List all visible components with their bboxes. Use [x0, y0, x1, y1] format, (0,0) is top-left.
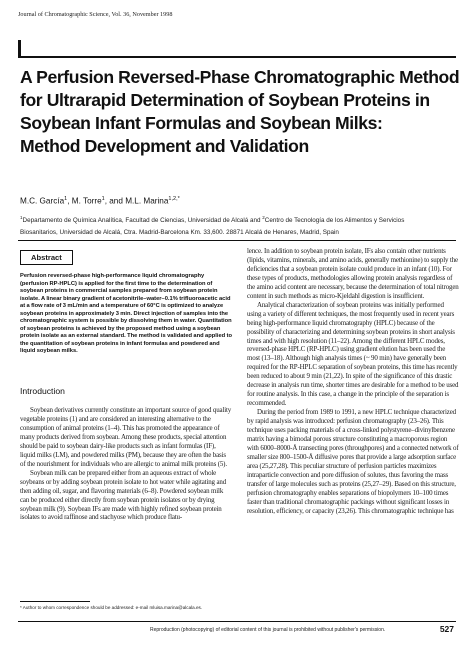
affiliation-line-2: Biosanitarios, Universidad de Alcalá, Ctra. Madrid-Barcelona Km. 33,600. 28871 Alcalá de Henares, Madrid, Spain — [20, 228, 339, 236]
author-1-affil-mark: 1 — [64, 196, 68, 202]
title-line-4: Method Development and Validation — [20, 136, 309, 156]
affiliation-line-1 — [20, 212, 460, 227]
footnote-rule — [20, 601, 90, 602]
header-rule — [18, 56, 456, 58]
affiliation-rule — [18, 240, 456, 241]
author-2: , M. Torre — [67, 196, 102, 206]
corresponding-star: * — [177, 196, 180, 202]
title-line-2: for Ultrarapid Determination of Soybean Proteins in — [20, 90, 430, 110]
affiliation-mark-2: 2 — [262, 215, 265, 220]
footer-rule — [18, 621, 456, 622]
abstract-text: Perfusion reversed-phase high-performance liquid chromatography (perfusion RP-HPLC) is applied for the first time to the determination of soybean proteins in commercial samples prepared from soybean protein isolate. A linear binary gradient of acetonitrile–water–0.1% trifluoroacetic acid at a flow rate of 3 mL/min and a temperature of 60°C is optimized to analyze soybean proteins in approximately 3 min. Direct injection of samples into the chromatographic system is possible by dissolving them in water. Quantitation of soybean proteins is achieved by the proposed method using a soybean protein isolate as an external standard. The method is validated and applied to the quantitation of soybean proteins in infant formulas and powdered and liquid soybean milks. — [20, 273, 232, 355]
left-column — [20, 247, 232, 597]
reproduction-notice: Reproduction (photocopying) of editorial content of this journal is prohibited without publisher's permission. — [150, 627, 386, 633]
affiliation-text-2: Centro de Tecnología de los Alimentos y Servicios — [264, 217, 405, 225]
author-3-affil-numbers: 1,2, — [168, 196, 178, 202]
author-1: M.C. García — [20, 196, 65, 206]
affiliation-text-1: Departamento de Química Analítica, Facultad de Ciencias, Universidad de Alcalá and — [22, 217, 263, 225]
body-paragraph-3: During the period from 1989 to 1991, a new HPLC technique characterized by rapid analysis was introduced: perfusion chromatography (23–26). This technique uses packing materials of a cross-linked polystyrene–divinylbenzene matrix having a bimodal porous structure constituting a macroporous region with 6000–8000-Å transecting pores (throughpores) and a connected network of smaller size 800–1500-Å diffusive pores that provide a large adsorption surface area (25,27,28). This peculiar structure of perfusion particles maximizes intraparticle convection and pore diffusion of solutes, thus favoring the mass transfer of large molecules such as proteins (25,27–29). Based on this structure, perfusion chromatography enables separations of biopolymers 10–100 times faster than traditional chromatographic packings without significant losses in resolution, efficiency, or capacity (23,26). This chromatographic technique has — [247, 408, 459, 515]
page-number: 527 — [439, 624, 454, 634]
author-list — [20, 196, 180, 206]
author-2-affil-mark: 1 — [101, 196, 105, 202]
intro-paragraph-1: Soybean derivatives currently constitute an important source of good quality vegetable proteins (1) and are considered an interesting alternative to the consumption of animal proteins (1–4). This has promoted the appearance of many products derived from soybean. Among these products, special attention should be paid to soybean dairy-like products such as infant formulas (IF), liquid milks (LM), and powdered milks (PM), because they are often the basis of the nourishment for individuals who are allergic to animal milk proteins (5). — [20, 406, 232, 468]
affiliation-mark-1: 1 — [20, 215, 23, 220]
abstract-heading: Abstract — [20, 250, 73, 265]
article-title — [20, 66, 460, 158]
body-paragraph-2: Analytical characterization of soybean proteins was initially performed using a variety of different techniques, the most frequently used in recent years being high-performance liquid chromatography (HPLC) because of the possibility of characterizing and determining soybean proteins in short analysis times and with high resolution (11–22). Among the different HPLC modes, reversed-phase HPLC (RP-HPLC) using gradient elution has been used the most (13–18). Although high analysis times (~ 90 min) have generally been required for the RP-HPLC separation of soybean proteins, this time has recently been reduced to about 9 min (21,22). In spite of the significance of this drastic decrease in analysis run time, shorter times are desirable for a method to be used for routine analysis. In this case, a change in the principle of the separation is recommended. — [247, 300, 459, 408]
header-bar-accent — [18, 40, 21, 57]
title-line-3: Soybean Infant Formulas and Soybean Milks: — [20, 113, 383, 133]
affiliations — [20, 212, 460, 238]
intro-paragraph-2: Soybean milk can be prepared either from an aqueous extract of whole soybeans or by adding soybean protein isolate to hot water while agitating and then adding oil, sugar, and flavoring materials (6–8). Powdered soybean milk can be produced either directly from soybean protein isolates or by drying soybean milk (9). Soybean IFs are made with highly refined soybean protein isolates to avoid raffinose and stachyose which produce flatu- — [20, 468, 227, 522]
introduction-heading: Introduction — [20, 386, 65, 397]
correspondence-footnote: * Author to whom correspondence should be addressed: e-mail mluisa.marina@alcala.es. — [20, 605, 203, 610]
author-3: , and M.L. Marina — [104, 196, 169, 206]
body-paragraph-1: lence. In addition to soybean protein isolate, IFs also contain other nutrients (lipids, vitamins, minerals, and amino acids, generally methionine) to supply the deficiencies that a soybean protein isolate could produce in an infant (10). For these types of products, methodologies allowing protein analysis regardless of the amino acid content are necessary, because the determination of total nitrogen content in such methods as micro-Kjeldahl digestion is insufficient. — [247, 247, 459, 300]
right-column — [247, 247, 459, 603]
title-line-1: A Perfusion Reversed-Phase Chromatographic Method — [20, 67, 460, 87]
author-3-affil-mark — [168, 196, 179, 202]
journal-header: Journal of Chromatographic Science, Vol. 36, November 1998 — [18, 11, 173, 18]
